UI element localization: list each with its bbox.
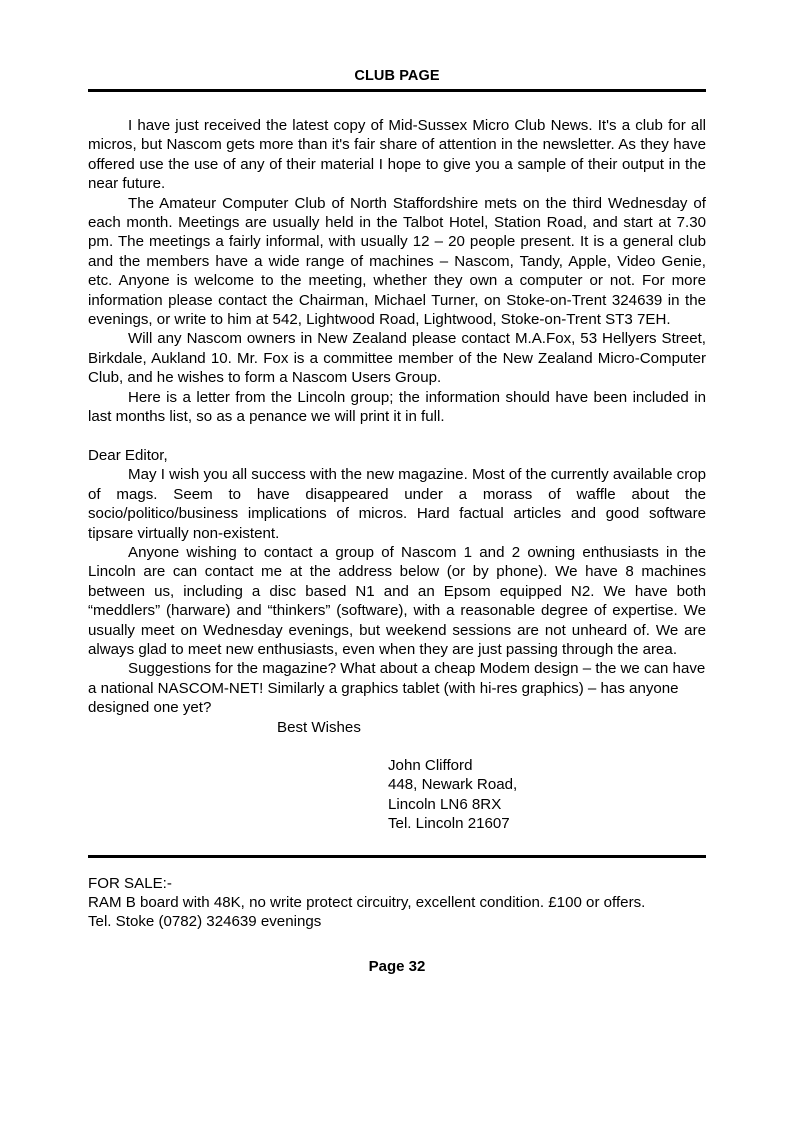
classified-description: RAM B board with 48K, no write protect circuitry, excellent condition. £100 or offers. [88,894,646,912]
letter-paragraph: May I wish you all success with the new magazine. Most of the currently available crop of mags. Seem to have disappeared under a morass of waffle about the socio/politico/business implications of micros. Hard factual articles and good software tipsare virtually non-existent. [88,466,707,542]
header-divider-rule [88,89,706,92]
signature-telephone: Tel. Lincoln 21607 [388,815,510,833]
letter-signature-block [388,756,706,834]
classified-heading: FOR SALE:- [88,874,172,892]
paragraph-spacer [88,427,706,446]
signature-address-line-1: 448, Newark Road, [388,776,518,794]
article-paragraph: Here is a letter from the Lincoln group; the information should have been included in last months list, so as a penance we will print it in full. [88,388,706,426]
signature-address-line-2: Lincoln LN6 8RX [388,795,502,813]
classified-ad [88,874,706,932]
page-title: CLUB PAGE [354,68,440,84]
article-body [88,116,706,834]
page-number: Page 32 [368,957,426,975]
article-paragraph: I have just received the latest copy of Mid-Sussex Micro Club News. It's a club for all micros, but Nascom gets more than it's fair share of attention in the newsletter. As they have offered use the use of any of their material I hope to give you a sample of their output in the near future. [88,117,706,193]
footer-divider-rule [88,855,706,858]
letter-paragraph: Anyone wishing to contact a group of Nascom 1 and 2 owning enthusiasts in the Lincoln are can contact me at the address below (or by phone). We have 8 machines between us, including a disc based N1 and an Epsom equipped N2. We have both “meddlers” (harware) and “thinkers” (software), with a reasonable degree of expertise. We usually meet on Wednesday evenings, but weekend sessions are not unheard of. We are always glad to meet new enthusiasts, even when they are just passing through the area. [88,543,706,658]
letter-salutation: Dear Editor, [88,446,168,464]
footer-divider-wrap [88,855,706,858]
classified-contact: Tel. Stoke (0782) 324639 evenings [88,913,322,931]
signature-name: John Clifford [388,756,473,774]
page-header [88,0,706,92]
page-content-column [88,0,706,976]
article-paragraph: Will any Nascom owners in New Zealand please contact M.A.Fox, 53 Hellyers Street, Birkdale, Aukland 10. Mr. Fox is a committee member of the New Zealand Micro-Computer Club, and he wishes to form a Nascom Users Group. [88,330,706,387]
letter-paragraph: Suggestions for the magazine? What about a cheap Modem design – the we can have a national NASCOM-NET! Similarly a graphics tablet (with hi-res graphics) – has anyone designed one yet? [88,660,706,717]
article-paragraph: The Amateur Computer Club of North Staffordshire mets on the third Wednesday of each month. Meetings are usually held in the Talbot Hotel, Station Road, and start at 7.30 pm. The meetings a fairly informal, with usually 12 – 20 people present. It is a general club and the members have a wide range of machines – Nascom, Tandy, Apple, Video Genie, etc. Anyone is welcome to the meeting, whether they own a computer or not. For more information please contact the Chairman, Michael Turner, on Stoke-on-Trent 324639 in the evenings, or write to him at 542, Lightwood Road, Lightwood, Stoke-on-Trent ST3 7EH. [88,194,706,329]
letter-closing: Best Wishes [277,718,361,736]
